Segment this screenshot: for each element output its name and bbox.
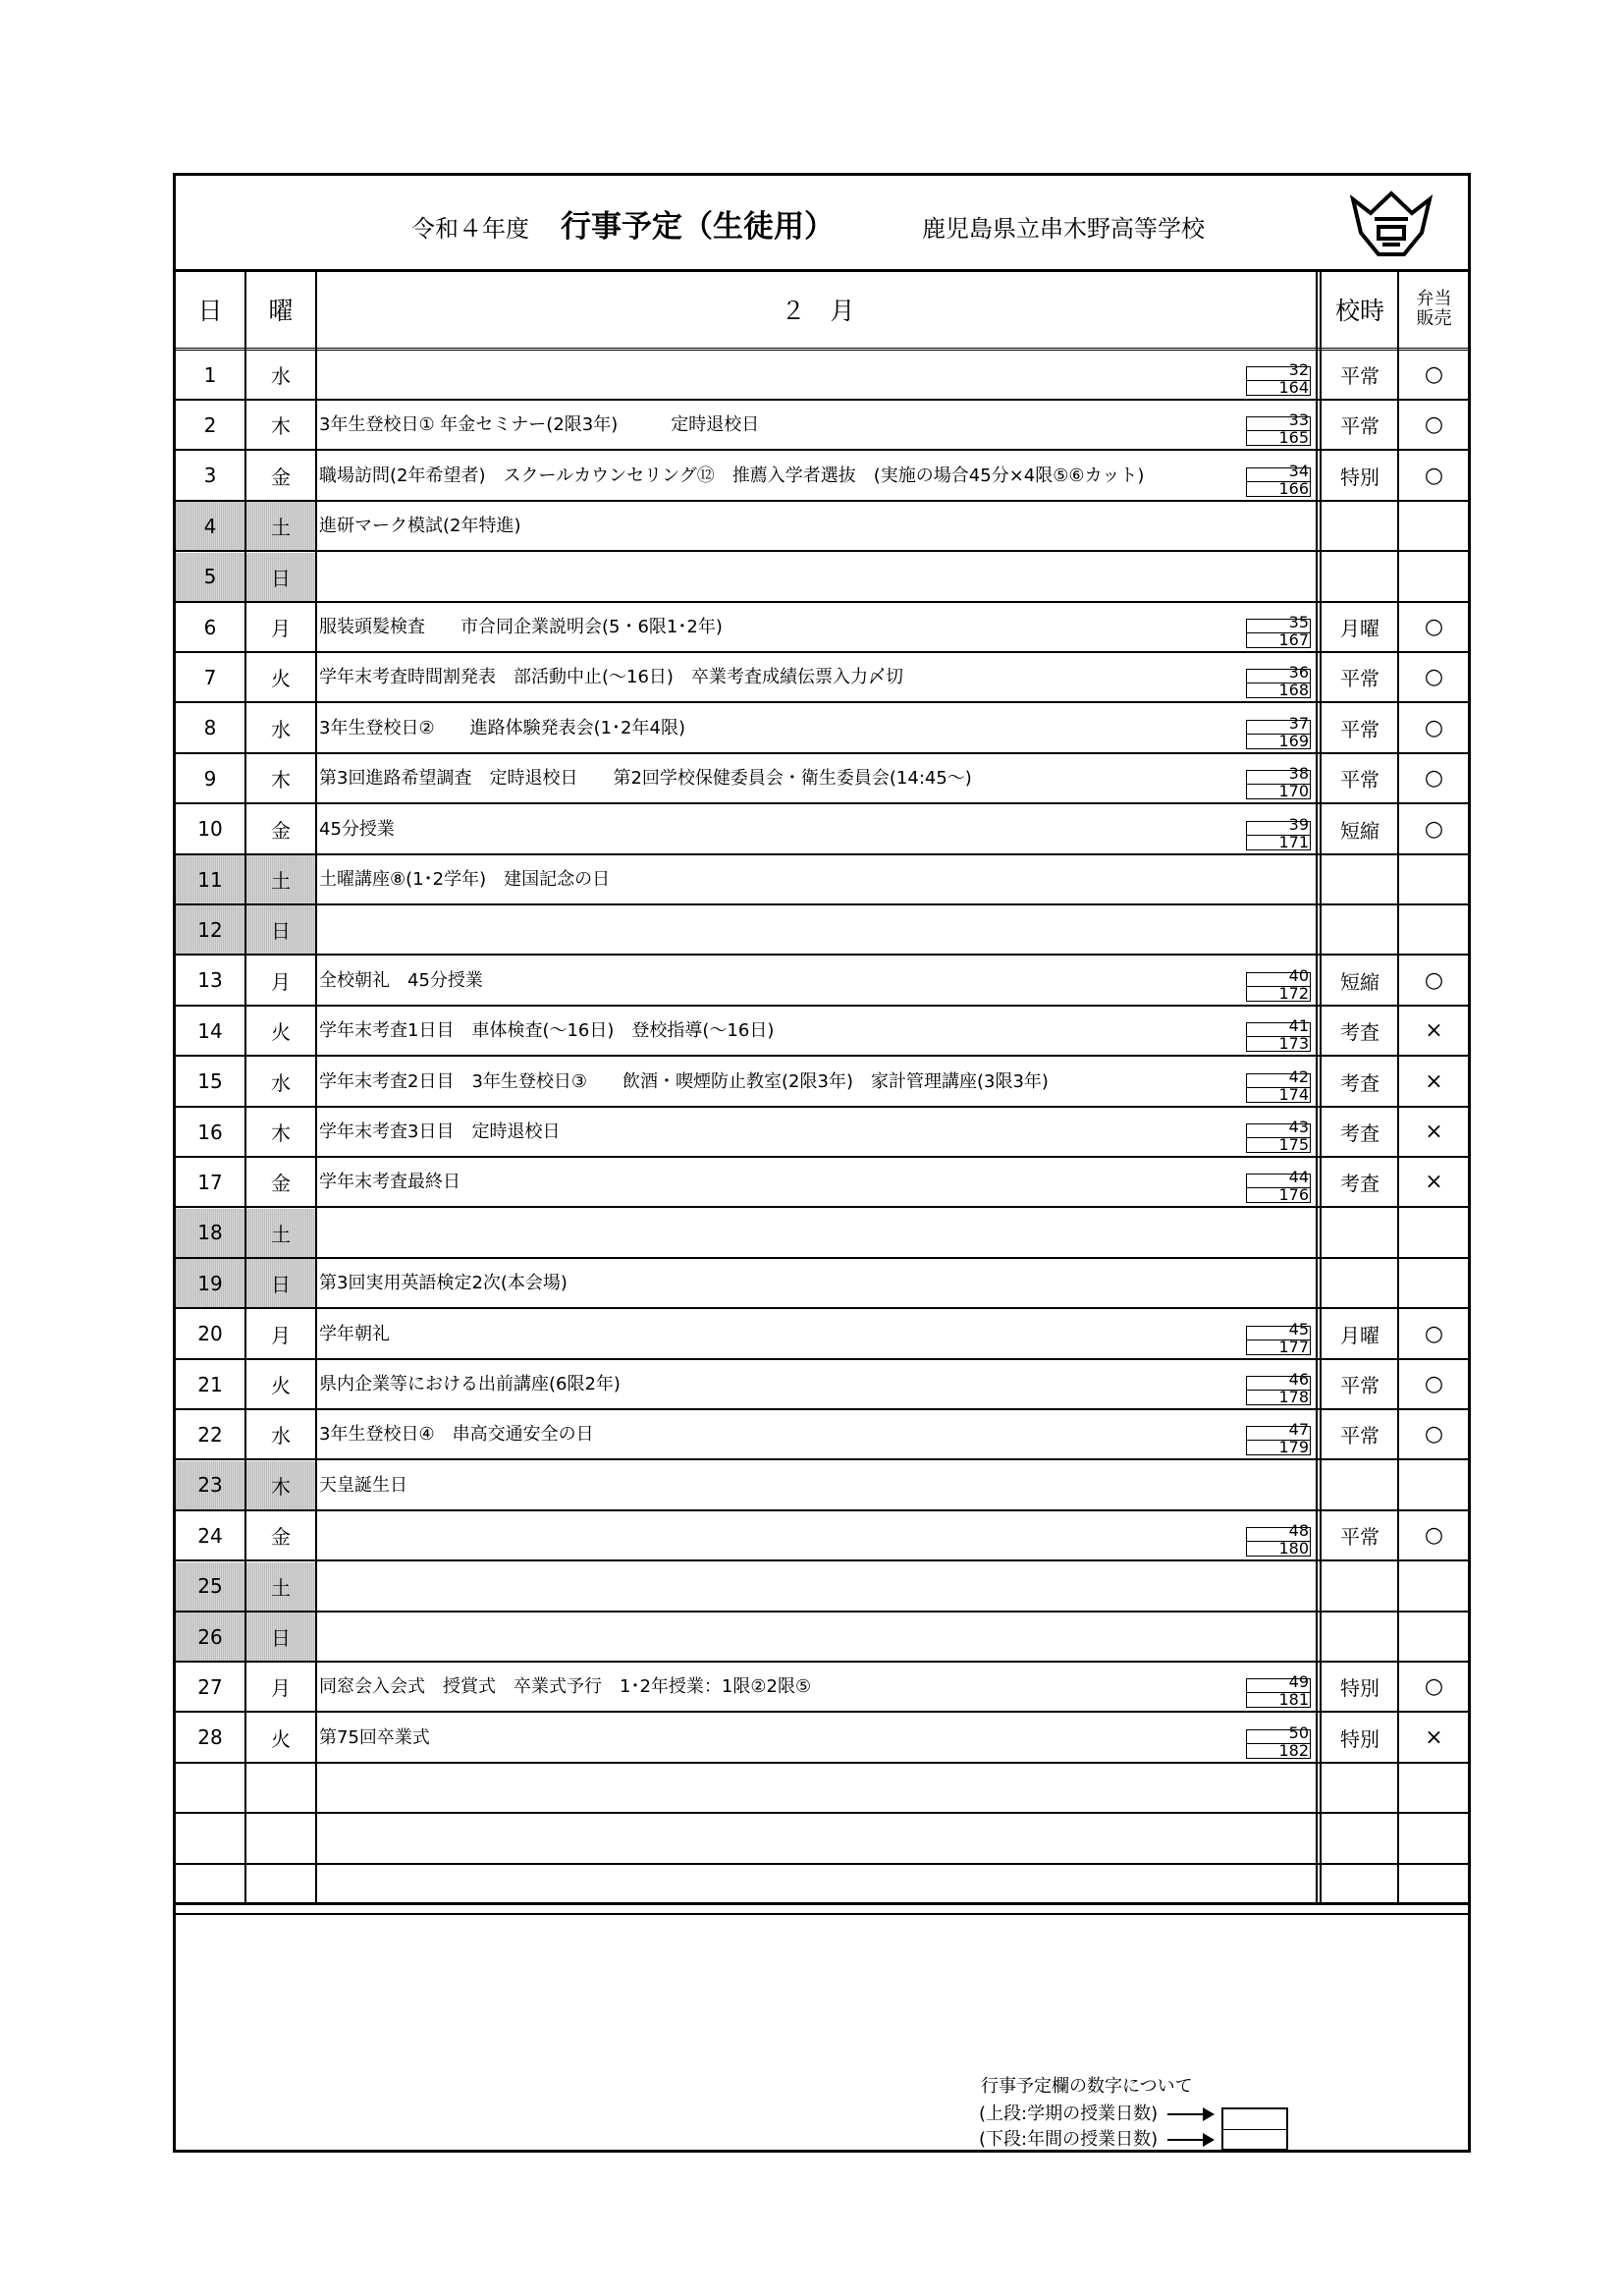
schedule-type-cell: 平常 <box>1340 1525 1380 1550</box>
event-cell: 県内企業等における出前講座(6限2年) <box>319 1374 621 1394</box>
bento-sale-cell: ○ <box>1424 1674 1444 1700</box>
table-row <box>176 1108 1468 1158</box>
day-cell: 15 <box>197 1069 223 1094</box>
year-class-days: 166 <box>1278 478 1309 498</box>
col-bento-header: 弁当 販売 <box>1416 289 1452 329</box>
bento-sale-cell: ○ <box>1424 816 1444 842</box>
bento-sale-cell <box>1400 1562 1468 1611</box>
schedule-type-cell <box>1323 905 1397 954</box>
bento-sale-cell: ○ <box>1424 463 1444 488</box>
schedule-type-cell <box>1323 1764 1397 1812</box>
rule-day <box>244 272 246 1902</box>
table-row <box>176 1714 1468 1764</box>
class-day-counter <box>1246 1370 1311 1406</box>
weekday-cell: 水 <box>271 364 291 388</box>
bento-sale-cell <box>1400 1764 1468 1812</box>
term-class-days: 41 <box>1288 1016 1309 1036</box>
schedule-type-cell: 平常 <box>1340 414 1380 439</box>
note-upper: (上段:学期の授業日数) <box>979 2104 1159 2124</box>
table-row <box>176 905 1468 956</box>
schedule-type-cell: 平常 <box>1340 717 1380 741</box>
day-cell: 26 <box>176 1613 244 1661</box>
table-row <box>176 1158 1468 1208</box>
notes-area <box>176 1902 1468 2150</box>
weekday-cell: 土 <box>246 1209 315 1257</box>
weekday-cell <box>246 1764 315 1812</box>
table-row <box>176 1410 1468 1460</box>
bento-sale-cell <box>1400 553 1468 601</box>
year-class-days: 182 <box>1278 1740 1309 1760</box>
day-cell: 19 <box>176 1259 244 1307</box>
event-cell: 45分授業 <box>319 818 395 840</box>
term-class-days: 39 <box>1288 814 1309 834</box>
table-row <box>176 1613 1468 1663</box>
weekday-cell: 水 <box>271 1070 291 1095</box>
weekday-cell: 火 <box>271 1726 291 1751</box>
event-cell: 学年末考査1日目 車体検査(～16日) 登校指導(～16日) <box>319 1020 775 1042</box>
day-cell: 4 <box>176 502 244 550</box>
year-class-days: 167 <box>1278 630 1309 649</box>
day-cell: 12 <box>176 905 244 954</box>
bento-sale-cell: ○ <box>1424 1321 1444 1346</box>
event-cell: 3年生登校日① 年金セミナー(2限3年) 定時退校日 <box>319 414 760 436</box>
term-class-days: 37 <box>1288 713 1309 733</box>
term-class-days: 48 <box>1288 1521 1309 1541</box>
table-row <box>176 1209 1468 1259</box>
schedule-type-cell: 平常 <box>1340 364 1380 388</box>
school-name: 鹿児島県立串木野高等学校 <box>922 215 1205 243</box>
event-cell: 職場訪問(2年希望者) スクールカウンセリング⑫ 推薦入学者選抜 (実施の場合45分×4限⑤⑥カット) <box>319 465 1145 486</box>
day-cell: 1 <box>203 362 217 387</box>
table-row <box>176 1511 1468 1561</box>
col-schedule-header: 校時 <box>1334 297 1384 325</box>
table-row <box>176 603 1468 653</box>
day-cell <box>176 1764 244 1812</box>
event-cell: 進研マーク模試(2年特進) <box>319 516 521 537</box>
bento-sale-cell <box>1400 855 1468 903</box>
title-area <box>176 176 1468 272</box>
term-class-days: 49 <box>1288 1672 1309 1692</box>
table-row <box>176 754 1468 804</box>
day-cell: 2 <box>203 412 217 437</box>
weekday-cell: 日 <box>246 905 315 954</box>
year-class-days: 165 <box>1278 428 1309 448</box>
day-cell: 9 <box>203 766 217 791</box>
term-class-days: 43 <box>1288 1118 1309 1136</box>
arrow-upper-icon <box>1167 2113 1213 2115</box>
class-day-counter <box>1246 1420 1311 1457</box>
rule-schedule <box>1397 272 1399 1902</box>
col-month-header: ２ 月 <box>781 297 855 325</box>
day-cell: 27 <box>197 1674 223 1699</box>
table-row <box>176 855 1468 905</box>
day-cell: 23 <box>176 1461 244 1509</box>
schedule-type-cell: 考査 <box>1340 1121 1380 1145</box>
weekday-cell: 木 <box>271 1121 291 1145</box>
event-cell: 3年生登校日② 進路体験発表会(1･2年4限) <box>319 717 685 738</box>
page-title: 行事予定（生徒用） <box>561 209 835 245</box>
day-cell: 8 <box>203 716 217 740</box>
schedule-type-cell <box>1323 1815 1397 1863</box>
class-day-counter <box>1246 1521 1311 1558</box>
schedule-frame <box>173 173 1471 2153</box>
table-row <box>176 452 1468 502</box>
day-cell: 25 <box>176 1562 244 1611</box>
bento-sale-cell <box>1400 905 1468 954</box>
day-cell: 3 <box>203 464 217 488</box>
term-class-days: 36 <box>1288 663 1309 683</box>
schedule-type-cell: 短縮 <box>1340 818 1380 843</box>
weekday-cell: 月 <box>271 1323 291 1347</box>
day-cell: 16 <box>197 1120 223 1144</box>
class-day-counter <box>1246 613 1311 649</box>
table-row <box>176 1461 1468 1511</box>
year-class-days: 176 <box>1278 1185 1309 1205</box>
event-cell: 3年生登校日④ 串高交通安全の日 <box>319 1424 594 1446</box>
arrow-lower-icon <box>1167 2139 1213 2141</box>
table-row <box>176 1259 1468 1309</box>
schedule-type-cell <box>1323 1209 1397 1257</box>
bento-sale-cell: ○ <box>1424 1422 1444 1448</box>
bento-sale-cell: × <box>1425 1170 1443 1195</box>
bento-sale-cell: × <box>1425 1068 1443 1094</box>
bento-sale-cell: ○ <box>1424 967 1444 993</box>
schedule-type-cell <box>1323 553 1397 601</box>
bento-sale-cell: ○ <box>1424 615 1444 639</box>
schedule-type-cell <box>1323 1461 1397 1509</box>
bento-sale-cell <box>1400 502 1468 550</box>
table-row <box>176 1058 1468 1108</box>
class-day-counter <box>1246 814 1311 851</box>
term-class-days: 46 <box>1288 1370 1309 1389</box>
bento-sale-cell: ○ <box>1424 1372 1444 1396</box>
bento-sale-cell: ○ <box>1424 412 1444 438</box>
schedule-type-cell: 平常 <box>1340 1374 1380 1397</box>
event-cell: 第3回進路希望調査 定時退校日 第2回学校保健委員会・衛生委員会(14:45～) <box>319 768 972 790</box>
rule-weekday <box>315 272 317 1902</box>
table-row <box>176 1360 1468 1410</box>
table-row <box>176 351 1468 401</box>
event-cell: 学年末考査最終日 <box>319 1172 460 1193</box>
bento-sale-cell: ○ <box>1424 1523 1444 1549</box>
year-class-days: 178 <box>1278 1388 1309 1406</box>
table-header <box>176 272 1468 351</box>
table-row <box>176 553 1468 603</box>
day-cell: 6 <box>203 615 217 639</box>
schedule-type-cell: 月曜 <box>1340 617 1380 640</box>
event-cell: 学年末考査時間割発表 部活動中止(～16日) 卒業考査成績伝票入力〆切 <box>319 667 903 688</box>
schedule-type-cell: 考査 <box>1340 1172 1380 1196</box>
class-day-counter <box>1246 461 1311 498</box>
bento-sale-cell <box>1400 1461 1468 1509</box>
class-day-counter <box>1246 360 1311 397</box>
weekday-cell: 土 <box>246 855 315 903</box>
event-cell: 学年朝礼 <box>319 1323 390 1344</box>
table-row <box>176 1007 1468 1057</box>
weekday-cell: 月 <box>271 969 291 994</box>
event-cell: 全校朝礼 45分授業 <box>319 969 483 991</box>
year-class-days: 169 <box>1278 731 1309 750</box>
day-cell: 28 <box>197 1725 223 1750</box>
weekday-cell: 土 <box>246 1562 315 1611</box>
class-day-counter <box>1246 1672 1311 1710</box>
class-day-counter <box>1246 1722 1311 1760</box>
term-class-days: 40 <box>1288 965 1309 985</box>
class-day-counter <box>1246 764 1311 801</box>
schedule-type-cell <box>1323 1259 1397 1307</box>
event-cell: 第75回卒業式 <box>319 1726 430 1748</box>
schedule-type-cell: 月曜 <box>1340 1323 1380 1347</box>
bento-sale-cell: × <box>1425 1120 1443 1144</box>
weekday-cell: 木 <box>271 414 291 439</box>
event-cell: 第3回実用英語検定2次(本会場) <box>319 1273 568 1294</box>
col-weekday-header: 曜 <box>268 297 294 325</box>
schedule-type-cell <box>1323 1613 1397 1661</box>
class-day-counter <box>1246 965 1311 1003</box>
rule-event-a <box>1316 272 1318 1902</box>
class-day-counter <box>1246 713 1311 750</box>
class-day-counter <box>1246 1118 1311 1154</box>
note-title: 行事予定欄の数字について <box>981 2076 1193 2097</box>
day-cell: 13 <box>197 968 223 993</box>
day-cell: 24 <box>197 1523 223 1548</box>
weekday-cell: 月 <box>271 1676 291 1701</box>
term-class-days: 35 <box>1288 613 1309 631</box>
bento-sale-cell: ○ <box>1424 362 1444 387</box>
col-day-header: 日 <box>197 297 223 325</box>
note-lower: (下段:年間の授業日数) <box>979 2129 1159 2150</box>
year-class-days: 170 <box>1278 782 1309 801</box>
event-cell: 天皇誕生日 <box>319 1474 407 1496</box>
weekday-cell <box>246 1815 315 1863</box>
event-cell: 土曜講座⑧(1･2学年) 建国記念の日 <box>319 869 611 890</box>
table-row <box>176 653 1468 703</box>
class-day-counter <box>1246 410 1311 448</box>
weekday-cell: 火 <box>271 1374 291 1397</box>
legend-count-box <box>1221 2107 1288 2151</box>
day-cell: 14 <box>197 1018 223 1043</box>
bento-sale-cell <box>1400 1259 1468 1307</box>
bento-sale-cell: × <box>1425 1724 1443 1750</box>
bento-sale-cell: ○ <box>1424 665 1444 690</box>
year-class-days: 179 <box>1278 1438 1309 1457</box>
bento-sale-cell <box>1400 1209 1468 1257</box>
term-class-days: 42 <box>1288 1066 1309 1086</box>
table-row <box>176 704 1468 754</box>
weekday-cell: 金 <box>271 1525 291 1550</box>
term-class-days: 34 <box>1288 461 1309 480</box>
weekday-cell: 土 <box>246 502 315 550</box>
schedule-type-cell: 特別 <box>1340 1676 1380 1701</box>
day-cell: 7 <box>203 665 217 689</box>
fiscal-year: 令和４年度 <box>411 215 529 243</box>
year-class-days: 171 <box>1278 832 1309 851</box>
day-cell: 11 <box>176 855 244 903</box>
schedule-type-cell: 特別 <box>1340 1726 1380 1751</box>
day-cell <box>176 1815 244 1863</box>
weekday-cell: 日 <box>246 1613 315 1661</box>
schedule-type-cell: 短縮 <box>1340 969 1380 994</box>
day-cell: 20 <box>197 1322 223 1346</box>
table-row <box>176 502 1468 552</box>
year-class-days: 173 <box>1278 1034 1309 1054</box>
schedule-type-cell: 平常 <box>1340 667 1380 691</box>
weekday-cell: 木 <box>271 768 291 793</box>
table-row <box>176 1663 1468 1713</box>
day-cell: 17 <box>197 1170 223 1194</box>
year-class-days: 177 <box>1278 1337 1309 1356</box>
day-cell: 18 <box>176 1209 244 1257</box>
table-row <box>176 401 1468 451</box>
table-row <box>176 1764 1468 1814</box>
table-row <box>176 1815 1468 1865</box>
event-cell: 服装頭髪検査 市合同企業説明会(5・6限1･2年) <box>319 617 723 637</box>
term-class-days: 50 <box>1288 1722 1309 1742</box>
year-class-days: 175 <box>1278 1135 1309 1154</box>
schedule-type-cell <box>1323 855 1397 903</box>
bento-sale-cell: × <box>1425 1018 1443 1044</box>
class-day-counter <box>1246 1168 1311 1205</box>
year-class-days: 181 <box>1278 1690 1309 1710</box>
table-row <box>176 1562 1468 1613</box>
year-class-days: 174 <box>1278 1084 1309 1104</box>
term-class-days: 44 <box>1288 1168 1309 1187</box>
class-day-counter <box>1246 663 1311 700</box>
schedule-type-cell: 平常 <box>1340 768 1380 793</box>
day-cell: 22 <box>197 1422 223 1447</box>
event-cell: 学年末考査3日目 定時退校日 <box>319 1121 561 1142</box>
year-class-days: 168 <box>1278 681 1309 700</box>
term-class-days: 47 <box>1288 1420 1309 1440</box>
day-cell: 21 <box>197 1372 223 1396</box>
table-row <box>176 1310 1468 1360</box>
schedule-type-cell: 特別 <box>1340 465 1380 489</box>
weekday-cell: 金 <box>271 465 291 489</box>
school-emblem-icon <box>1349 190 1434 258</box>
year-class-days: 172 <box>1278 983 1309 1003</box>
weekday-cell: 日 <box>246 1259 315 1307</box>
weekday-cell: 水 <box>271 1424 291 1449</box>
weekday-cell: 火 <box>271 1020 291 1045</box>
schedule-type-cell: 考査 <box>1340 1070 1380 1095</box>
bento-sale-cell: ○ <box>1424 715 1444 740</box>
term-class-days: 45 <box>1288 1319 1309 1339</box>
class-day-counter <box>1246 1016 1311 1054</box>
schedule-type-cell <box>1323 502 1397 550</box>
schedule-type-cell: 考査 <box>1340 1020 1380 1045</box>
rule-event-b <box>1320 272 1322 1902</box>
term-class-days: 32 <box>1288 360 1309 379</box>
day-cell: 10 <box>197 817 223 842</box>
bento-sale-cell <box>1400 1815 1468 1863</box>
weekday-cell: 日 <box>246 553 315 601</box>
event-cell: 同窓会入会式 授賞式 卒業式予行 1･2年授業：1限②2限⑤ <box>319 1676 812 1698</box>
year-class-days: 180 <box>1278 1539 1309 1558</box>
term-class-days: 33 <box>1288 410 1309 430</box>
weekday-cell: 水 <box>271 717 291 741</box>
day-cell: 5 <box>176 553 244 601</box>
term-class-days: 38 <box>1288 764 1309 784</box>
class-day-counter <box>1246 1319 1311 1356</box>
class-day-counter <box>1246 1066 1311 1104</box>
year-class-days: 164 <box>1278 378 1309 397</box>
weekday-cell: 火 <box>271 667 291 691</box>
event-cell: 学年末考査2日目 3年生登校日③ 飲酒・喫煙防止教室(2限3年) 家計管理講座(3限3年) <box>319 1070 1049 1092</box>
weekday-cell: 金 <box>271 1172 291 1196</box>
weekday-cell: 月 <box>271 617 291 640</box>
schedule-type-cell: 平常 <box>1340 1424 1380 1449</box>
bento-sale-cell: ○ <box>1424 766 1444 792</box>
schedule-type-cell <box>1323 1562 1397 1611</box>
weekday-cell: 金 <box>271 818 291 843</box>
table-row <box>176 957 1468 1007</box>
table-row <box>176 805 1468 855</box>
weekday-cell: 木 <box>246 1461 315 1509</box>
bento-sale-cell <box>1400 1613 1468 1661</box>
